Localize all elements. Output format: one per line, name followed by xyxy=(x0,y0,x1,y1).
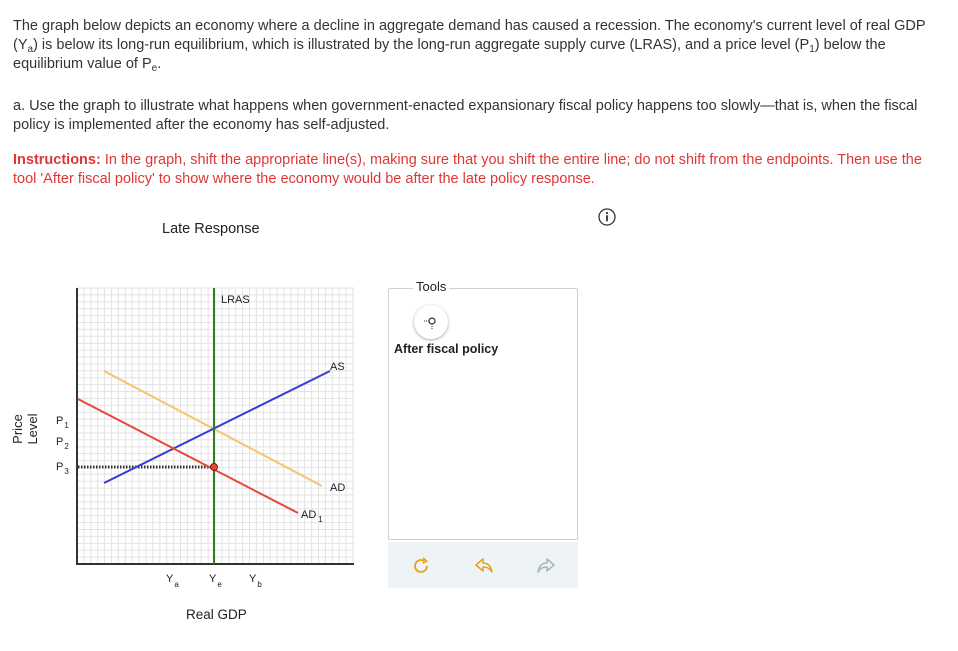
reset-icon[interactable] xyxy=(410,555,432,577)
grid xyxy=(77,288,354,564)
graph-controls-bar xyxy=(388,542,578,588)
yb-label: $Y_b$ xyxy=(249,573,262,589)
after-fiscal-policy-tool-button[interactable] xyxy=(414,305,448,339)
redo-icon[interactable] xyxy=(535,555,557,577)
after-fiscal-policy-tool-label: After fiscal policy xyxy=(394,342,499,356)
p2-label: $P_2$ xyxy=(56,436,69,451)
tools-title: Tools xyxy=(413,279,449,294)
point-marker-icon xyxy=(414,305,448,339)
ad-label: AD xyxy=(330,482,346,494)
p3-label: $P_3$ xyxy=(56,461,69,476)
y-axis-title: Price Level xyxy=(10,413,40,445)
ad1-label: AD $_1$ xyxy=(301,509,323,524)
question-part-a: a. Use the graph to illustrate what happens when government-enacted expansionary fiscal policy happens too slowly—that is, when the fiscal policy is implemented after the economy has self-adjusted. xyxy=(13,98,918,133)
ye-label: $Y_e$ xyxy=(209,573,222,589)
undo-icon[interactable] xyxy=(473,555,495,577)
x-axis-title: Real GDP xyxy=(186,607,247,622)
graph-title: Late Response xyxy=(162,221,260,237)
equilibrium-point[interactable] xyxy=(211,464,218,471)
lras-label: LRAS xyxy=(221,294,250,306)
instructions: Instructions: In the graph, shift the appropriate line(s), making sure that you shift the entire line; do not shift from the endpoints. Then use the tool 'After fiscal policy' to show where the economy would be after the late policy response. xyxy=(13,152,922,187)
as-label: AS xyxy=(330,361,345,373)
p1-label: $P_1$ xyxy=(56,415,69,430)
ya-label: $Y_a$ xyxy=(166,573,179,589)
question-intro: The graph below depicts an economy where a decline in aggregate demand has caused a recession. The economy's current level of real GDP $(Y_a)$ is below its long-run equilibrium, which is illustrated by the long-run aggregate supply curve (LRAS), and a price level $(P_1)$ below the equilibrium value of $P_e$. xyxy=(13,18,926,74)
